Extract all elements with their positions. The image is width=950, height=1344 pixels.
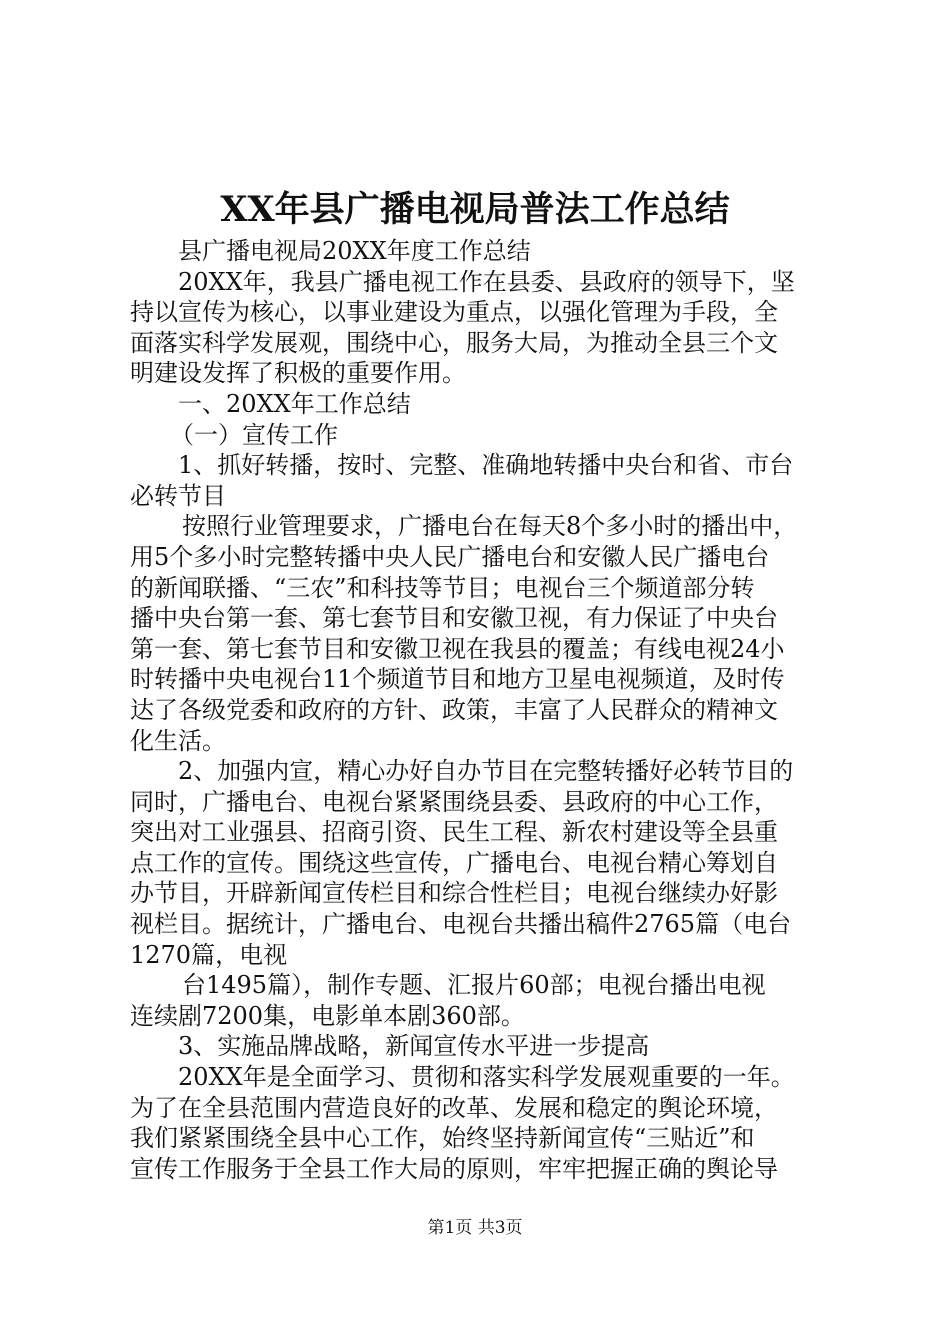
paragraph-line: 20XX年是全面学习、贯彻和落实科学发展观重要的一年。 (178, 1063, 795, 1092)
paragraph-line: 持以宣传为核心，以事业建设为重点，以强化管理为手段，全 (130, 298, 778, 327)
paragraph-line: 1270篇，电视 (130, 940, 288, 969)
paragraph-line: 面落实科学发展观，围绕中心，服务大局，为推动全县三个文 (130, 328, 778, 357)
paragraph-line: 化生活。 (130, 726, 226, 755)
paragraph-line: 突出对工业强县、招商引资、民生工程、新农村建设等全县重 (130, 818, 778, 847)
item-heading: 2、加强内宣，精心办好自办节目在完整转播好必转节目的 (178, 757, 794, 786)
item-heading: 1、抓好转播，按时、完整、准确地转播中央台和省、市台 (178, 451, 794, 480)
page-footer: 第1页 共3页 (427, 1218, 523, 1238)
item-heading: 必转节目 (130, 481, 226, 510)
paragraph-line: 同时，广播电台、电视台紧紧围绕县委、县政府的中心工作， (130, 787, 778, 816)
document-body (130, 236, 830, 1184)
paragraph-line: 为了在全县范围内营造良好的改革、发展和稳定的舆论环境， (130, 1093, 778, 1122)
paragraph-line: 时转播中央电视台11个频道节目和地方卫星电视频道，及时传 (130, 665, 785, 694)
paragraph-line: 点工作的宣传。围绕这些宣传，广播电台、电视台精心筹划自 (130, 848, 778, 877)
paragraph-line: 宣传工作服务于全县工作大局的原则，牢牢把握正确的舆论导 (130, 1154, 778, 1183)
paragraph-line: 用5个多小时完整转播中央人民广播电台和安徽人民广播电台 (130, 542, 770, 571)
section-heading: 一、20XX年工作总结 (178, 389, 411, 418)
paragraph-line: 连续剧7200集，电影单本剧360部。 (130, 1001, 525, 1030)
subtitle-line: 县广播电视局20XX年度工作总结 (178, 237, 531, 265)
document-title: XX年县广播电视局普法工作总结 (220, 189, 730, 230)
paragraph-line: 明建设发挥了积极的重要作用。 (130, 359, 466, 388)
paragraph-line: 20XX年，我县广播电视工作在县委、县政府的领导下，坚 (178, 267, 795, 296)
paragraph-line: 办节目，开辟新闻宣传栏目和综合性栏目；电视台继续办好影 (130, 879, 778, 908)
paragraph-line: 我们紧紧围绕全县中心工作，始终坚持新闻宣传“三贴近”和 (130, 1124, 755, 1153)
paragraph-line: 达了各级党委和政府的方针、政策，丰富了人民群众的精神文 (130, 695, 778, 724)
paragraph-line: 台1495篇），制作专题、汇报片60部；电视台播出电视 (182, 971, 766, 1000)
paragraph-line: 视栏目。据统计，广播电台、电视台共播出稿件2765篇（电台 (130, 910, 792, 939)
paragraph-line: 播中央台第一套、第七套节目和安徽卫视，有力保证了中央台 (130, 604, 778, 633)
paragraph-line: 按照行业管理要求，广播电台在每天8个多小时的播出中， (182, 512, 798, 541)
item-heading: 3、实施品牌战略，新闻宣传水平进一步提高 (178, 1032, 650, 1061)
subsection-heading: （一）宣传工作 (170, 420, 338, 449)
paragraph-line: 第一套、第七套节目和安徽卫视在我县的覆盖；有线电视24小 (130, 634, 785, 663)
paragraph-line: 的新闻联播、“三农”和科技等节目；电视台三个频道部分转 (130, 573, 755, 602)
